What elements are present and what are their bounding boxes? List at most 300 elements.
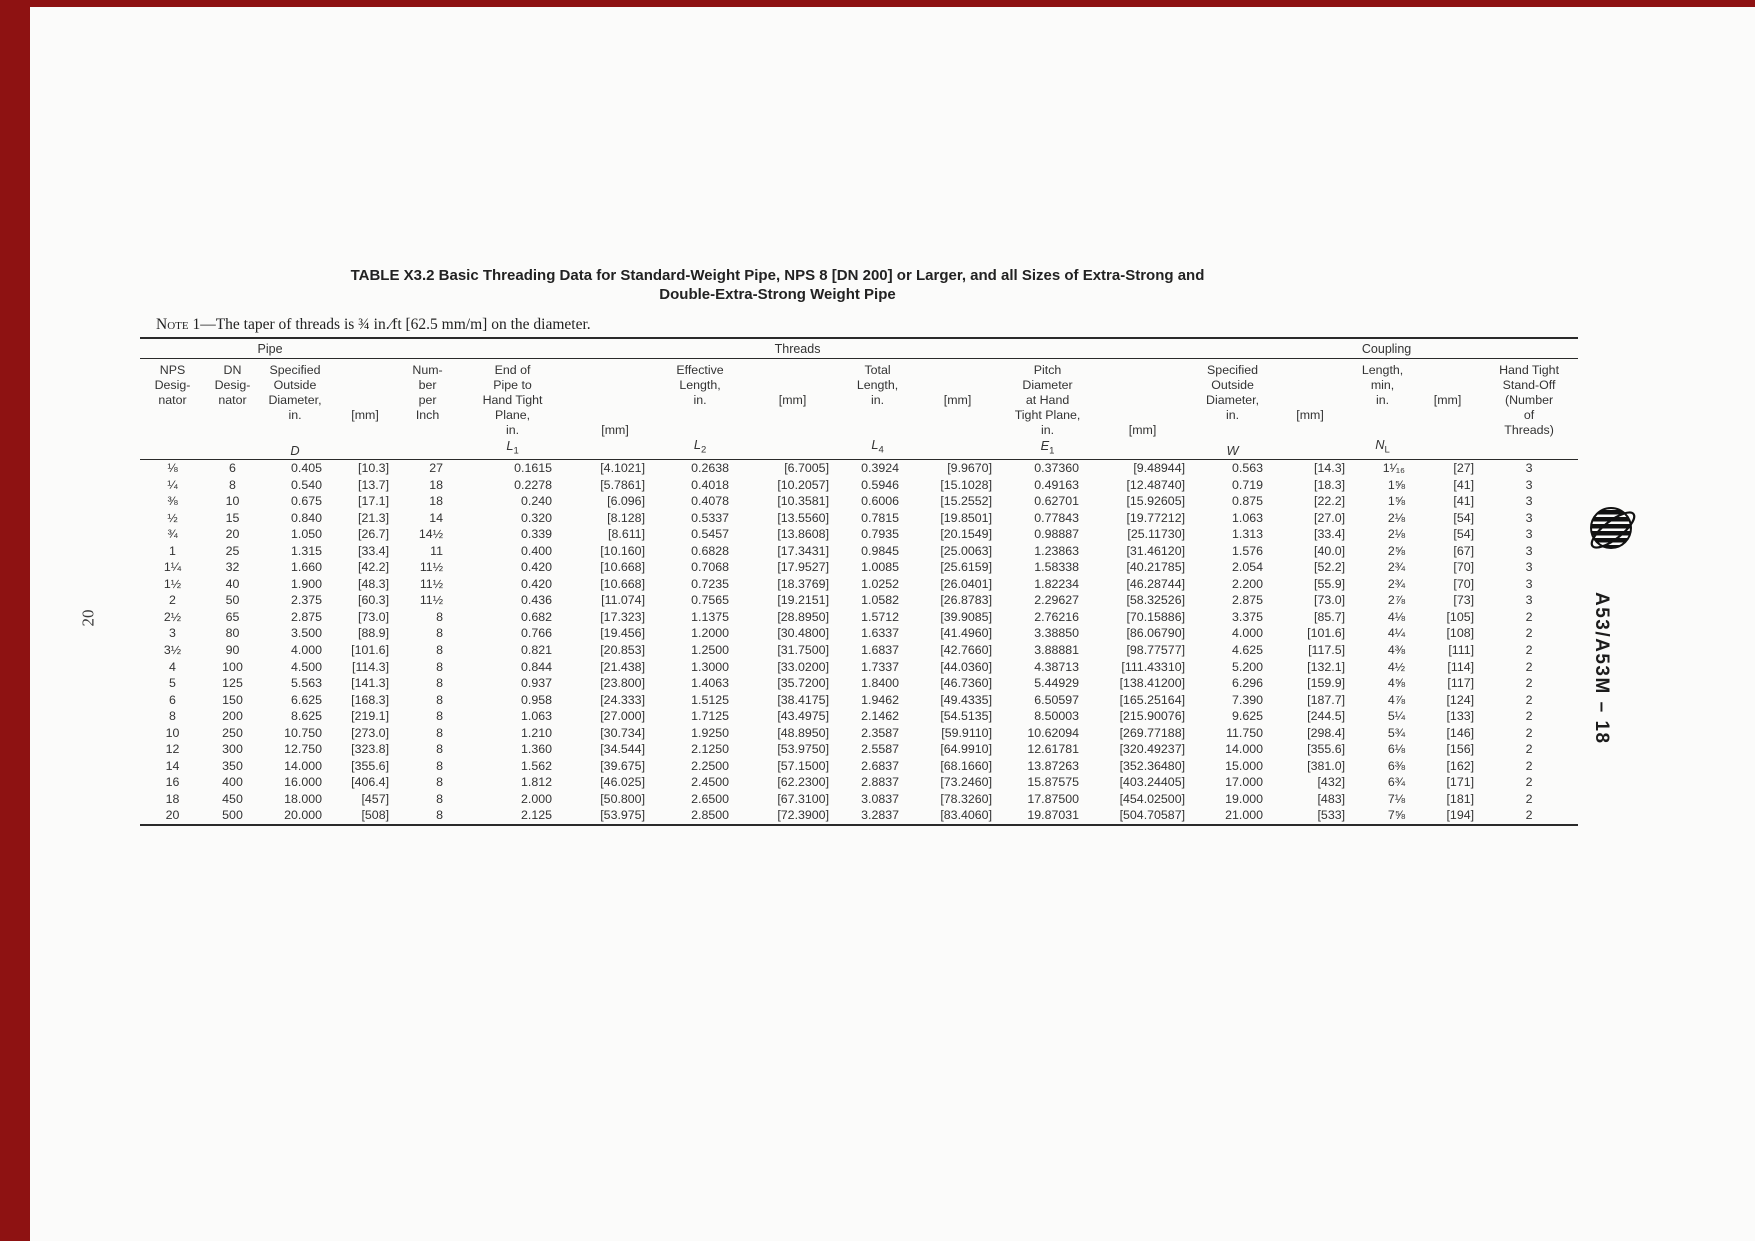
table-cell: 2.000 bbox=[521, 791, 553, 806]
table-cell: 1.576 bbox=[1232, 543, 1264, 558]
table-row bbox=[140, 807, 1578, 825]
table-cell: 3.0837 bbox=[861, 791, 900, 806]
table-cell: 0.1615 bbox=[514, 461, 553, 475]
table-cell: 16 bbox=[165, 775, 180, 790]
table-cell: 1.23863 bbox=[1034, 543, 1080, 558]
table-cell: [114.3] bbox=[352, 659, 390, 674]
table-cell: 1.315 bbox=[290, 543, 322, 558]
table-cell: [269.77188] bbox=[1119, 725, 1186, 740]
table-row bbox=[140, 791, 1578, 808]
table-row bbox=[140, 758, 1578, 775]
table-cell: 10.62094 bbox=[1027, 725, 1080, 740]
table-row bbox=[140, 692, 1578, 709]
table-cell: [111.43310] bbox=[1121, 659, 1186, 674]
table-cell: 5 bbox=[169, 676, 176, 691]
table-cell: [58.32526] bbox=[1126, 593, 1186, 608]
table-cell: 4¼ bbox=[1387, 626, 1406, 641]
table-cell: 2 bbox=[1525, 692, 1533, 707]
table-cell: 8.50003 bbox=[1034, 709, 1080, 724]
table-cell: [73] bbox=[1453, 593, 1475, 608]
table-cell: 1.3000 bbox=[691, 659, 730, 674]
table-cell: 150 bbox=[222, 692, 243, 707]
table-cell: [215.90076] bbox=[1119, 709, 1186, 724]
table-cell: 2.76216 bbox=[1034, 609, 1080, 624]
table-cell: [33.4] bbox=[1314, 527, 1346, 542]
table-cell: [59.9110] bbox=[941, 725, 993, 740]
table-cell: 200 bbox=[222, 709, 243, 724]
table-cell: [43.4975] bbox=[777, 709, 830, 724]
table-cell: [10.3] bbox=[358, 461, 390, 475]
table-row bbox=[140, 774, 1578, 791]
table-cell: 4 bbox=[169, 659, 176, 674]
table-cell: 300 bbox=[222, 742, 243, 757]
table-cell: 14 bbox=[429, 510, 444, 525]
table-cell: [141.3] bbox=[351, 676, 390, 691]
table-cell: 0.719 bbox=[1232, 477, 1264, 492]
table-cell: [4.1021] bbox=[600, 461, 646, 475]
table-cell: 40 bbox=[225, 576, 240, 591]
table-cell: [273.0] bbox=[351, 725, 390, 740]
table-cell: 2.125 bbox=[521, 808, 553, 823]
standard-designation: A53/A53M – 18 bbox=[1591, 592, 1612, 745]
table-cell: 2⅞ bbox=[1387, 593, 1406, 608]
table-cell: 0.98887 bbox=[1034, 527, 1080, 542]
table-cell: 0.62701 bbox=[1034, 494, 1080, 509]
table-cell: [41] bbox=[1453, 477, 1475, 492]
table-cell: 8 bbox=[436, 775, 444, 790]
table-cell: [10.2057] bbox=[777, 477, 830, 492]
column-header-7: [mm] bbox=[570, 359, 660, 460]
table-cell: [133] bbox=[1446, 709, 1475, 724]
table-row bbox=[140, 576, 1578, 593]
table-cell: 0.436 bbox=[521, 593, 553, 608]
table-cell: [53.9750] bbox=[777, 742, 830, 757]
table-cell: [6.7005] bbox=[784, 461, 830, 475]
table-cell: [54] bbox=[1453, 510, 1475, 525]
table-cell: [17.1] bbox=[358, 494, 390, 509]
table-cell: [85.7] bbox=[1314, 609, 1346, 624]
table-cell: 5.44929 bbox=[1034, 676, 1080, 691]
table-row bbox=[140, 510, 1578, 527]
table-cell: [50.800] bbox=[600, 791, 646, 806]
table-cell: [28.8950] bbox=[777, 609, 830, 624]
table-cell: 2 bbox=[1525, 676, 1533, 691]
table-cell: 3.88881 bbox=[1034, 643, 1080, 658]
table-row bbox=[140, 725, 1578, 742]
table-cell: 0.240 bbox=[521, 494, 553, 509]
table-cell: 2.875 bbox=[1232, 593, 1264, 608]
table-cell: 0.2278 bbox=[514, 477, 553, 492]
table-cell: [26.0401] bbox=[940, 576, 993, 591]
table-cell: 32 bbox=[225, 560, 240, 575]
table-cell: [70] bbox=[1453, 576, 1475, 591]
table-cell: 1.5125 bbox=[691, 692, 730, 707]
table-cell: [9.9670] bbox=[947, 461, 993, 475]
table-cell: 19.000 bbox=[1225, 791, 1264, 806]
table-cell: 11.750 bbox=[1226, 725, 1264, 740]
table-cell: 4½ bbox=[1387, 659, 1406, 674]
table-cell: [25.0063] bbox=[940, 543, 993, 558]
table-cell: 4.500 bbox=[290, 659, 322, 674]
table-cell: 1.7337 bbox=[861, 659, 900, 674]
table-cell: 8 bbox=[436, 626, 444, 641]
table-cell: 1.360 bbox=[521, 742, 553, 757]
table-cell: 18 bbox=[429, 494, 444, 509]
table-cell: [5.7861] bbox=[600, 477, 646, 492]
table-cell: 4.625 bbox=[1232, 643, 1264, 658]
column-header-16: Length, min, in. $N_L$ bbox=[1350, 359, 1415, 460]
table-cell: [403.24405] bbox=[1119, 775, 1186, 790]
table-cell: [17.9527] bbox=[777, 560, 830, 575]
table-cell: [457] bbox=[361, 791, 390, 806]
table-cell: 100 bbox=[222, 659, 243, 674]
table-cell: [22.2] bbox=[1314, 494, 1346, 509]
column-group-pipe: Pipe bbox=[140, 338, 400, 359]
table-cell: [49.4335] bbox=[940, 692, 993, 707]
table-cell: [21.3] bbox=[358, 510, 390, 525]
table-cell: [25.11730] bbox=[1127, 527, 1186, 542]
table-cell: [20.853] bbox=[600, 643, 646, 658]
table-cell: 1.82234 bbox=[1034, 576, 1080, 591]
table-cell: [533] bbox=[1317, 808, 1346, 823]
table-row bbox=[140, 741, 1578, 758]
table-cell: 21.000 bbox=[1225, 808, 1264, 823]
table-cell: 1.063 bbox=[1232, 510, 1264, 525]
table-cell: 27 bbox=[429, 461, 444, 475]
astm-logo-icon bbox=[1586, 502, 1640, 558]
table-cell: [11.074] bbox=[601, 593, 646, 608]
table-cell: 0.840 bbox=[290, 510, 322, 525]
table-cell: 8 bbox=[436, 643, 444, 658]
table-cell: 10.750 bbox=[284, 725, 322, 740]
table-cell: 18 bbox=[165, 791, 180, 806]
table-cell: 2 bbox=[1525, 775, 1533, 790]
table-cell: [88.9] bbox=[358, 626, 390, 641]
table-cell: 90 bbox=[225, 643, 240, 658]
table-row bbox=[140, 642, 1578, 659]
table-cell: [27.000] bbox=[600, 709, 646, 724]
table-cell: 0.7235 bbox=[691, 576, 730, 591]
table-cell: 1¹⁄₁₆ bbox=[1382, 461, 1406, 475]
table-cell: 2.4500 bbox=[691, 775, 730, 790]
table-cell: 4.000 bbox=[290, 643, 322, 658]
table-cell: 0.675 bbox=[290, 494, 322, 509]
table-cell: [156] bbox=[1446, 742, 1475, 757]
table-cell: [62.2300] bbox=[777, 775, 830, 790]
table-cell: [46.7360] bbox=[940, 676, 993, 691]
table-cell: 13.87263 bbox=[1027, 758, 1080, 773]
table-cell: 5.563 bbox=[290, 676, 322, 691]
table-cell: 3 bbox=[1525, 593, 1533, 608]
column-header-8: Effective Length, in. $L_2$ bbox=[660, 359, 740, 460]
table-cell: 2 bbox=[1525, 709, 1533, 724]
table-cell: 0.4078 bbox=[691, 494, 730, 509]
table-cell: 1.210 bbox=[521, 725, 553, 740]
column-group-coupling: Coupling bbox=[1195, 338, 1578, 359]
table-cell: [55.9] bbox=[1314, 576, 1346, 591]
table-cell: 450 bbox=[222, 791, 243, 806]
table-cell: 12 bbox=[165, 742, 180, 757]
table-cell: 14 bbox=[165, 758, 180, 773]
table-cell: [298.4] bbox=[1307, 725, 1346, 740]
table-cell: ⅛ bbox=[167, 461, 178, 475]
table-cell: 7⅝ bbox=[1387, 808, 1406, 823]
table-cell: 11½ bbox=[419, 560, 444, 575]
table-cell: 2⅝ bbox=[1387, 543, 1406, 558]
table-cell: 2 bbox=[1525, 742, 1533, 757]
table-cell: 4⅝ bbox=[1387, 676, 1406, 691]
table-cell: [17.3431] bbox=[777, 543, 830, 558]
page-number: 20 bbox=[78, 609, 98, 627]
table-cell: [40.0] bbox=[1314, 543, 1346, 558]
table-cell: 15 bbox=[225, 510, 240, 525]
table-cell: [159.9] bbox=[1307, 676, 1346, 691]
table-cell: [13.5560] bbox=[777, 510, 830, 525]
table-cell: [41.4960] bbox=[940, 626, 993, 641]
table-cell: [19.77212] bbox=[1126, 510, 1186, 525]
table-cell: 2 bbox=[1525, 626, 1533, 641]
table-row bbox=[140, 659, 1578, 676]
table-cell: [30.4800] bbox=[777, 626, 830, 641]
table-cell: 11½ bbox=[419, 576, 444, 591]
column-header-3: Specified Outside Diameter, in. D bbox=[260, 359, 330, 460]
table-cell: 1.0085 bbox=[861, 560, 900, 575]
table-cell: 6 bbox=[169, 692, 176, 707]
threading-data-table bbox=[140, 337, 1578, 826]
table-cell: 1.5712 bbox=[861, 609, 900, 624]
table-cell: [10.160] bbox=[600, 543, 646, 558]
table-cell: 8 bbox=[436, 709, 444, 724]
table-cell: 0.5946 bbox=[861, 477, 900, 492]
column-header-1: NPS Desig- nator bbox=[140, 359, 205, 460]
table-cell: 2.875 bbox=[290, 609, 322, 624]
table-cell: [19.456] bbox=[600, 626, 646, 641]
table-cell: [25.6159] bbox=[940, 560, 993, 575]
table-cell: [381.0] bbox=[1307, 758, 1346, 773]
table-cell: ¼ bbox=[167, 477, 178, 492]
table-cell: 3.38850 bbox=[1034, 626, 1080, 641]
table-cell: 8 bbox=[229, 477, 236, 492]
table-cell: 0.4018 bbox=[691, 477, 730, 492]
table-cell: 14.000 bbox=[284, 758, 322, 773]
column-header-18: Hand Tight Stand-Off (Number of Threads) bbox=[1480, 359, 1578, 460]
table-cell: 15.87575 bbox=[1027, 775, 1080, 790]
table-row bbox=[140, 460, 1578, 477]
table-cell: [48.3] bbox=[358, 576, 390, 591]
table-cell: 3.500 bbox=[290, 626, 322, 641]
table-cell: 20.000 bbox=[284, 808, 322, 823]
column-header-10: Total Length, in. $L_4$ bbox=[845, 359, 910, 460]
table-cell: 0.6828 bbox=[691, 543, 730, 558]
table-cell: [46.025] bbox=[600, 775, 646, 790]
table-cell: 0.3924 bbox=[861, 461, 900, 475]
table-cell: 5.200 bbox=[1232, 659, 1264, 674]
table-cell: [483] bbox=[1317, 791, 1346, 806]
table-title-line1: TABLE X3.2 Basic Threading Data for Standard-Weight Pipe, NPS 8 [DN 200] or Larger, and all Sizes of Extra-Strong and bbox=[350, 267, 1205, 284]
table-cell: [244.5] bbox=[1307, 709, 1346, 724]
table-cell: 2 bbox=[1525, 758, 1533, 773]
table-cell: 0.821 bbox=[521, 643, 553, 658]
table-cell: [35.7200] bbox=[777, 676, 830, 691]
table-cell: 2.29627 bbox=[1034, 593, 1080, 608]
table-cell: 1.313 bbox=[1232, 527, 1264, 542]
table-cell: [320.49237] bbox=[1119, 742, 1186, 757]
table-cell: [42.7660] bbox=[940, 643, 993, 658]
table-cell: [10.3581] bbox=[777, 494, 830, 509]
table-cell: 6.625 bbox=[290, 692, 322, 707]
table-cell: 8.625 bbox=[290, 709, 322, 724]
table-cell: 2.2500 bbox=[691, 758, 730, 773]
table-cell: [31.7500] bbox=[777, 643, 830, 658]
table-cell: [38.4175] bbox=[777, 692, 830, 707]
table-cell: 2½ bbox=[163, 609, 182, 624]
table-cell: 2.8500 bbox=[691, 808, 730, 823]
table-row bbox=[140, 543, 1578, 560]
table-cell: 1½ bbox=[163, 576, 182, 591]
table-cell: 125 bbox=[222, 676, 243, 691]
table-cell: 3½ bbox=[163, 643, 182, 658]
table-cell: [124] bbox=[1446, 692, 1475, 707]
table-cell: 2.8837 bbox=[861, 775, 900, 790]
table-cell: ½ bbox=[167, 510, 178, 525]
table-cell: 0.77843 bbox=[1034, 510, 1080, 525]
table-cell: 1.900 bbox=[290, 576, 322, 591]
table-cell: [17.323] bbox=[600, 609, 646, 624]
table-cell: [10.668] bbox=[600, 576, 646, 591]
table-cell: 6⅜ bbox=[1387, 758, 1406, 773]
column-header-2: DN Desig- nator bbox=[205, 359, 260, 460]
table-cell: [27.0] bbox=[1314, 510, 1346, 525]
table-cell: [406.4] bbox=[351, 775, 390, 790]
table-cell: 400 bbox=[222, 775, 243, 790]
table-cell: 1.1375 bbox=[691, 609, 730, 624]
table-cell: [168.3] bbox=[351, 692, 390, 707]
table-title bbox=[140, 266, 1415, 304]
table-cell: 350 bbox=[222, 758, 243, 773]
table-cell: [219.1] bbox=[351, 709, 390, 724]
table-cell: [53.975] bbox=[600, 808, 646, 823]
table-cell: 5¾ bbox=[1387, 725, 1406, 740]
table-cell: 0.37360 bbox=[1034, 461, 1080, 475]
table-cell: 8 bbox=[436, 808, 444, 823]
table-cell: [111] bbox=[1448, 643, 1475, 658]
table-cell: 2.375 bbox=[290, 593, 322, 608]
table-cell: [101.6] bbox=[1307, 626, 1346, 641]
table-cell: 1.6337 bbox=[861, 626, 900, 641]
table-cell: [34.544] bbox=[600, 742, 646, 757]
table-cell: 8 bbox=[436, 676, 444, 691]
table-cell: 6⅛ bbox=[1387, 742, 1406, 757]
table-cell: 500 bbox=[222, 808, 243, 823]
table-cell: 0.9845 bbox=[861, 543, 900, 558]
table-row bbox=[140, 592, 1578, 609]
table-cell: [105] bbox=[1446, 609, 1475, 624]
table-cell: 25 bbox=[225, 543, 240, 558]
table-cell: 0.6006 bbox=[861, 494, 900, 509]
table-cell: 0.7815 bbox=[861, 510, 900, 525]
table-cell: [101.6] bbox=[351, 643, 390, 658]
table-cell: [70] bbox=[1453, 560, 1475, 575]
table-cell: 2 bbox=[1525, 808, 1533, 823]
table-cell: [504.70587] bbox=[1119, 808, 1186, 823]
table-cell: 3.375 bbox=[1232, 609, 1264, 624]
table-cell: 1⅝ bbox=[1387, 477, 1406, 492]
table-cell: 1.812 bbox=[521, 775, 553, 790]
table-cell: [508] bbox=[361, 808, 390, 823]
table-row bbox=[140, 477, 1578, 494]
table-cell: 0.563 bbox=[1232, 461, 1264, 475]
table-row bbox=[140, 559, 1578, 576]
table-cell: 15.000 bbox=[1225, 758, 1264, 773]
table-cell: 2.1250 bbox=[691, 742, 730, 757]
table-cell: 20 bbox=[165, 808, 180, 823]
table-cell: [165.25164] bbox=[1119, 692, 1186, 707]
table-cell: 1.58338 bbox=[1034, 560, 1080, 575]
table-cell: 6¾ bbox=[1387, 775, 1406, 790]
table-cell: [15.2552] bbox=[940, 494, 993, 509]
table-cell: 8 bbox=[169, 709, 176, 724]
table-cell: [21.438] bbox=[600, 659, 646, 674]
table-cell: 0.5337 bbox=[691, 510, 730, 525]
table-cell: [52.2] bbox=[1314, 560, 1346, 575]
column-header-13: [mm] bbox=[1090, 359, 1195, 460]
table-cell: [108] bbox=[1446, 626, 1475, 641]
table-cell: 1¼ bbox=[163, 560, 182, 575]
table-cell: 65 bbox=[225, 609, 240, 624]
table-cell: 250 bbox=[222, 725, 243, 740]
table-cell: 6 bbox=[229, 461, 236, 475]
table-cell: 3 bbox=[169, 626, 176, 641]
table-cell: [14.3] bbox=[1314, 461, 1346, 475]
table-cell: [9.48944] bbox=[1133, 461, 1186, 475]
table-cell: [114] bbox=[1447, 659, 1475, 674]
table-cell: [73.0] bbox=[358, 609, 390, 624]
table-row bbox=[140, 526, 1578, 543]
table-cell: 16.000 bbox=[284, 775, 322, 790]
table-cell: 3.2837 bbox=[861, 808, 900, 823]
table-cell: 5¼ bbox=[1387, 709, 1406, 724]
table-cell: [67] bbox=[1453, 543, 1475, 558]
column-group-row bbox=[140, 338, 1578, 359]
table-cell: 1.8400 bbox=[861, 676, 900, 691]
table-cell: 1.7125 bbox=[691, 709, 730, 724]
table-cell: 1.562 bbox=[521, 758, 553, 773]
table-cell: [18.3769] bbox=[777, 576, 830, 591]
table-cell: 2 bbox=[1525, 791, 1533, 806]
table-cell: [15.92605] bbox=[1126, 494, 1186, 509]
table-cell: [54.5135] bbox=[940, 709, 993, 724]
table-cell: 2.3587 bbox=[861, 725, 900, 740]
table-cell: 0.540 bbox=[290, 477, 322, 492]
table-cell: [70.15886] bbox=[1126, 609, 1186, 624]
table-cell: 2.054 bbox=[1232, 560, 1264, 575]
table-cell: 0.420 bbox=[521, 560, 553, 575]
table-cell: 10 bbox=[165, 725, 180, 740]
table-cell: [19.2151] bbox=[777, 593, 830, 608]
table-cell: [39.9085] bbox=[940, 609, 993, 624]
table-cell: 14.000 bbox=[1225, 742, 1264, 757]
table-cell: 11½ bbox=[419, 593, 444, 608]
table-cell: 1 bbox=[169, 543, 176, 558]
table-cell: [117.5] bbox=[1308, 643, 1346, 658]
table-cell: [33.0200] bbox=[777, 659, 830, 674]
table-cell: 3 bbox=[1525, 527, 1533, 542]
table-note bbox=[156, 316, 591, 334]
table-cell: [146] bbox=[1446, 725, 1475, 740]
table-cell: [31.46120] bbox=[1126, 543, 1186, 558]
table-cell: 17.000 bbox=[1225, 775, 1264, 790]
table-cell: 8 bbox=[436, 692, 444, 707]
